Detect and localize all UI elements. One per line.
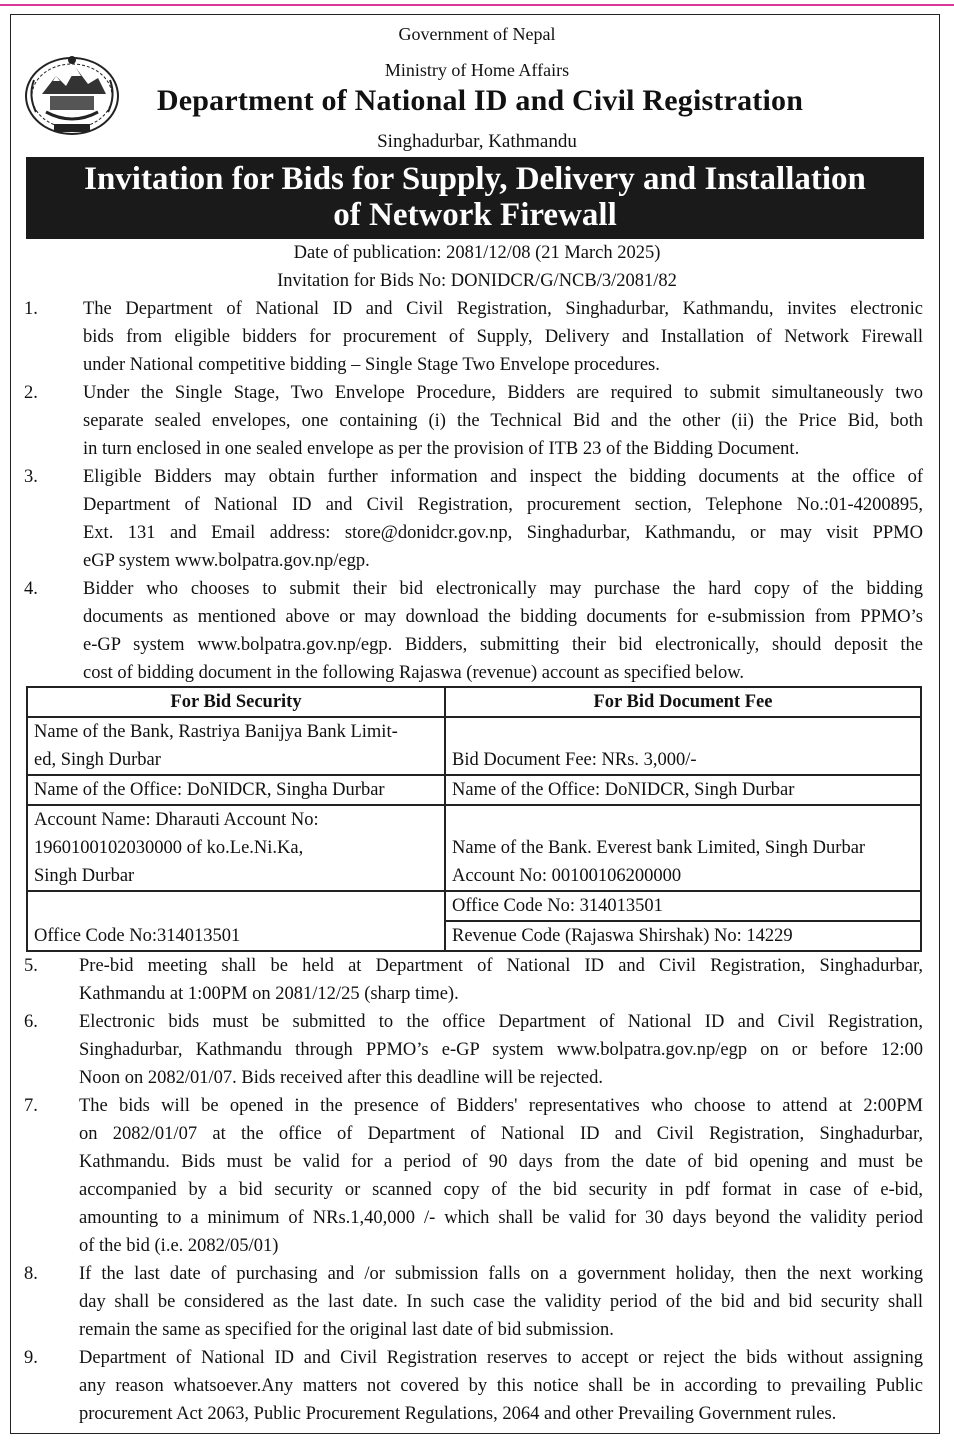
- cell-line: Account Name: Dharauti Account No:: [34, 810, 319, 830]
- clause-number: 2.: [24, 383, 38, 403]
- title-line-1: Invitation for Bids for Supply, Delivery and Installation: [84, 161, 866, 197]
- payment-account-table: [26, 686, 922, 952]
- clause-text: [83, 295, 923, 379]
- publication-date: Date of publication: 2081/12/08 (21 March 2025): [293, 243, 661, 263]
- bank-name-cell: [27, 717, 445, 775]
- bank-account-cell: [445, 805, 921, 891]
- clause-line: amounting to a minimum of NRs.1,40,000 /- which shall be valid for 30 days beyond the validity period: [79, 1208, 923, 1228]
- fee-cell: Bid Document Fee: NRs. 3,000/-: [445, 717, 921, 775]
- clause-line: in turn enclosed in one sealed envelope as per the provision of ITB 23 of the Bidding Document.: [83, 439, 800, 459]
- table-row: [27, 717, 921, 775]
- cell-line: ed, Singh Durbar: [34, 750, 161, 770]
- clause-line: The bids will be opened in the presence of Bidders' representatives who choose to attend at 2:00PM: [79, 1096, 923, 1116]
- government-name: Government of Nepal: [398, 24, 556, 44]
- clause-line: If the last date of purchasing and /or submission falls on a government holiday, then the next working: [79, 1264, 923, 1284]
- clause-line: Singhadurbar, Kathmandu through PPMO’s e-GP system www.bolpatra.gov.np/egp on or before 12:00: [79, 1040, 923, 1060]
- clause-number: 7.: [24, 1096, 38, 1116]
- clause-line: any reason whatsoever.Any matters not covered by this notice shall be in according to prevailing Public: [79, 1376, 923, 1396]
- clause-text: [83, 575, 923, 687]
- clause-line: Electronic bids must be submitted to the office Department of National ID and Civil Registration,: [79, 1012, 923, 1032]
- revenue-code-cell: Revenue Code (Rajaswa Shirshak) No: 14229: [445, 921, 921, 951]
- cell-line: Singh Durbar: [34, 866, 135, 886]
- clause-line: Ext. 131 and Email address: store@donidcr.gov.np, Singhadurbar, Kathmandu, or may visit PPMO: [83, 523, 923, 543]
- clause-line: The Department of National ID and Civil Registration, Singhadurbar, Kathmandu, invites electronic: [83, 299, 923, 319]
- clause-number: 3.: [24, 467, 38, 487]
- clause-line: e-GP system www.bolpatra.gov.np/egp. Bidders, submitting their bid electronically, should deposit the: [83, 635, 923, 655]
- clause-text: [79, 1092, 923, 1260]
- notice-title: [26, 157, 924, 239]
- clause-line: of the bid (i.e. 2082/05/01): [79, 1236, 279, 1256]
- clause-line: cost of bidding document in the following Rajaswa (revenue) account as specified below.: [83, 663, 745, 683]
- col-bid-security: For Bid Security: [27, 687, 445, 717]
- clause-line: on 2082/01/07 at the office of Department of National ID and Civil Registration, Singhadurbar,: [79, 1124, 923, 1144]
- clause-number: 1.: [24, 299, 38, 319]
- clause-line: bids from eligible bidders for procurement of Supply, Delivery and Installation of Network Firewall: [83, 327, 923, 347]
- clause-line: documents as mentioned above or may download the bidding documents for e-submission from PPMO’s: [83, 607, 923, 627]
- clause-line: day shall be considered as the last date. In such case the validity period of the bid and bid security shall: [79, 1292, 923, 1312]
- clause-line: Kathmandu. Bids must be valid for a period of 90 days from the date of bid opening and must be: [79, 1152, 923, 1172]
- clause-line: procurement Act 2063, Public Procurement Regulations, 2064 and other Prevailing Government rules.: [79, 1404, 837, 1424]
- office-location: Singhadurbar, Kathmandu: [377, 131, 577, 152]
- clause-line: Department of National ID and Civil Registration, procurement section, Telephone No.:01-4200895,: [83, 495, 923, 515]
- clause-text: [83, 463, 923, 575]
- clause-text: [79, 1344, 923, 1428]
- clause-number: 8.: [24, 1264, 38, 1284]
- clause-text: [83, 379, 923, 463]
- clause-line: under National competitive bidding – Single Stage Two Envelope procedures.: [83, 355, 660, 375]
- clause-line: Kathmandu at 1:00PM on 2081/12/25 (sharp time).: [79, 984, 459, 1004]
- department-name: Department of National ID and Civil Registration: [156, 84, 804, 117]
- ifb-number: Invitation for Bids No: DONIDCR/G/NCB/3/2081/82: [277, 271, 677, 291]
- clause-line: Eligible Bidders may obtain further information and inspect the bidding documents at the office of: [83, 467, 923, 487]
- office-cell: Name of the Office: DoNIDCR, Singh Durbar: [445, 775, 921, 805]
- table-row: [27, 805, 921, 891]
- clause-line: Department of National ID and Civil Registration reserves to accept or reject the bids without assigning: [79, 1348, 923, 1368]
- clause-line: Pre-bid meeting shall be held at Department of National ID and Civil Registration, Singhadurbar,: [79, 956, 923, 976]
- cell-line: Name of the Bank. Everest bank Limited, Singh Durbar: [452, 838, 866, 858]
- clause-number: 5.: [24, 956, 38, 976]
- clause-line: eGP system www.bolpatra.gov.np/egp.: [83, 551, 370, 571]
- cell-line: 1960100102030000 of ko.Le.Ni.Ka,: [34, 838, 304, 858]
- clause-line: Under the Single Stage, Two Envelope Procedure, Bidders are required to submit simultaneously two: [83, 383, 923, 403]
- clause-line: accompanied by a bid security or scanned copy of the bid security in pdf format in case of e-bid,: [79, 1180, 923, 1200]
- clause-line: separate sealed envelopes, one containing (i) the Technical Bid and the other (ii) the Price Bid, both: [83, 411, 923, 431]
- account-cell: [27, 805, 445, 891]
- clause-number: 4.: [24, 579, 38, 599]
- top-rule: [0, 4, 954, 6]
- ministry-name: Ministry of Home Affairs: [384, 60, 570, 80]
- table-row: [27, 775, 921, 805]
- office-cell: Name of the Office: DoNIDCR, Singha Durbar: [27, 775, 445, 805]
- clause-line: Noon on 2082/01/07. Bids received after this deadline will be rejected.: [79, 1068, 604, 1088]
- clause-number: 9.: [24, 1348, 38, 1368]
- cell-line: Account No: 00100106200000: [452, 866, 682, 886]
- clause-text: [79, 952, 923, 1008]
- clause-line: Bidder who chooses to submit their bid electronically may purchase the hard copy of the bidding: [83, 579, 923, 599]
- cell-line: Name of the Bank, Rastriya Banijya Bank Limit-: [34, 722, 398, 742]
- clause-text: [79, 1008, 923, 1092]
- clause-text: [79, 1260, 923, 1344]
- clause-number: 6.: [24, 1012, 38, 1032]
- col-bid-document-fee: For Bid Document Fee: [445, 687, 921, 717]
- office-code-cell: Office Code No: 314013501: [445, 891, 921, 921]
- table-row: [27, 891, 921, 921]
- office-code-cell: Office Code No:314013501: [27, 891, 445, 951]
- clause-line: remain the same as specified for the original last date of bid submission.: [79, 1320, 614, 1340]
- title-line-2: of Network Firewall: [333, 197, 617, 233]
- table-header-row: [27, 687, 921, 717]
